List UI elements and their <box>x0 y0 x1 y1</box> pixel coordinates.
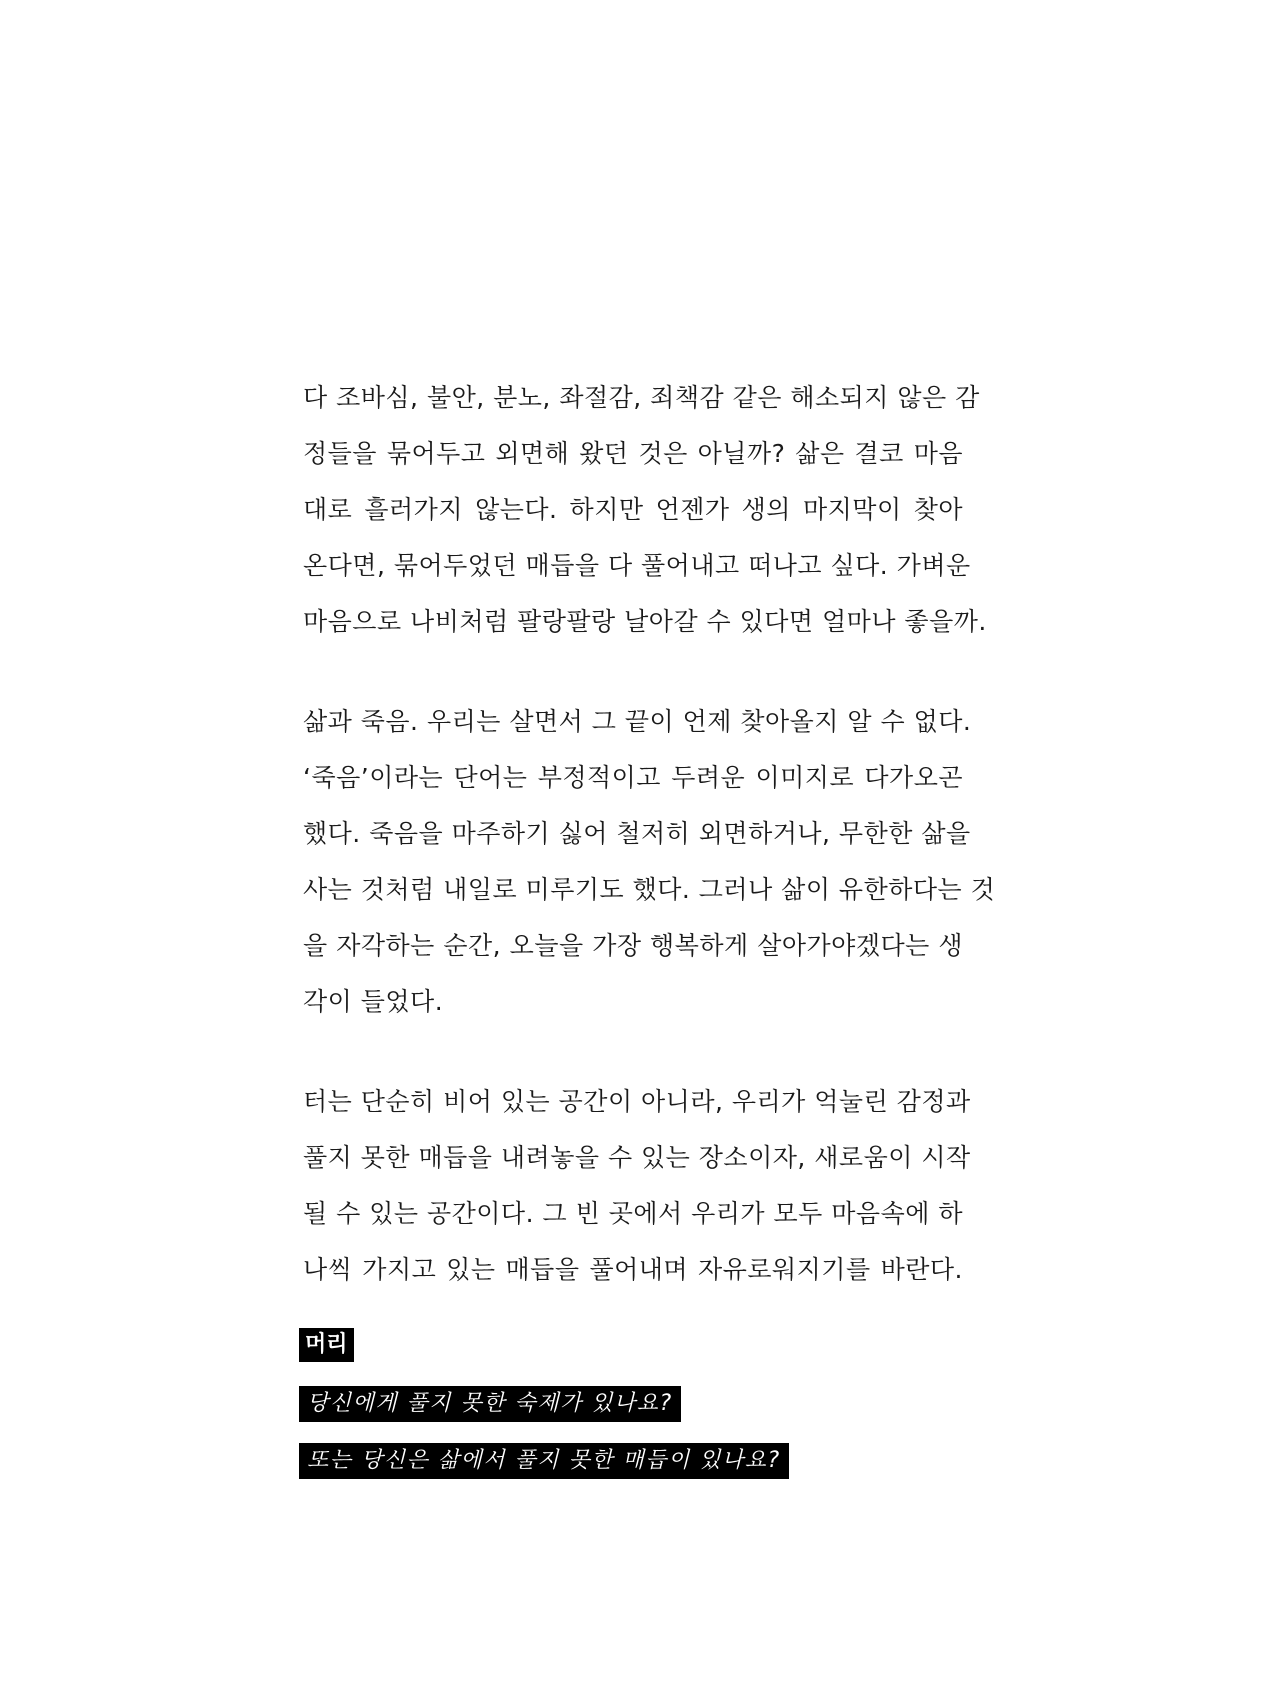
question-text: 당신에게 풀지 못한 숙제가 있나요? <box>299 1386 681 1422</box>
text-line: 삶과 죽음. 우리는 살면서 그 끝이 언제 찾아올지 알 수 없다. <box>303 707 972 736</box>
paragraph-3 <box>303 1074 971 1298</box>
text-line: 마음으로 나비처럼 팔랑팔랑 날아갈 수 있다면 얼마나 좋을까. <box>303 607 987 636</box>
tag-label-block <box>299 1328 354 1362</box>
text-line: 다 조바심, 불안, 분노, 좌절감, 죄책감 같은 해소되지 않은 감 <box>303 383 980 412</box>
text-line: 각이 들었다. <box>303 987 444 1016</box>
question-highlight-2 <box>299 1443 789 1479</box>
text-line: 정들을 묶어두고 외면해 왔던 것은 아닐까? 삶은 결코 마음 <box>303 439 963 468</box>
text-line: 온다면, 묶어두었던 매듭을 다 풀어내고 떠나고 싶다. 가벼운 <box>303 551 971 580</box>
text-line: ‘죽음’이라는 단어는 부정적이고 두려운 이미지로 다가오곤 <box>303 763 963 792</box>
paragraph-1 <box>303 370 987 650</box>
text-line: 나씩 가지고 있는 매듭을 풀어내며 자유로워지기를 바란다. <box>303 1255 963 1284</box>
text-line: 사는 것처럼 내일로 미루기도 했다. 그러나 삶이 유한하다는 것 <box>303 875 996 904</box>
text-line: 터는 단순히 비어 있는 공간이 아니라, 우리가 억눌린 감정과 <box>303 1087 971 1116</box>
text-line: 을 자각하는 순간, 오늘을 가장 행복하게 살아가야겠다는 생 <box>303 931 963 960</box>
tag-label: 머리 <box>299 1328 354 1362</box>
question-highlight-1 <box>299 1386 681 1422</box>
question-text: 또는 당신은 삶에서 풀지 못한 매듭이 있나요? <box>299 1443 789 1479</box>
body-text <box>303 370 996 1342</box>
text-line: 했다. 죽음을 마주하기 싫어 철저히 외면하거나, 무한한 삶을 <box>303 819 971 848</box>
text-line: 풀지 못한 매듭을 내려놓을 수 있는 장소이자, 새로움이 시작 <box>303 1143 971 1172</box>
text-line: 될 수 있는 공간이다. 그 빈 곳에서 우리가 모두 마음속에 하 <box>303 1199 963 1228</box>
text-line: 대로 흘러가지 않는다. 하지만 언젠가 생의 마지막이 찾아 <box>303 495 963 524</box>
paragraph-2 <box>303 694 996 1030</box>
